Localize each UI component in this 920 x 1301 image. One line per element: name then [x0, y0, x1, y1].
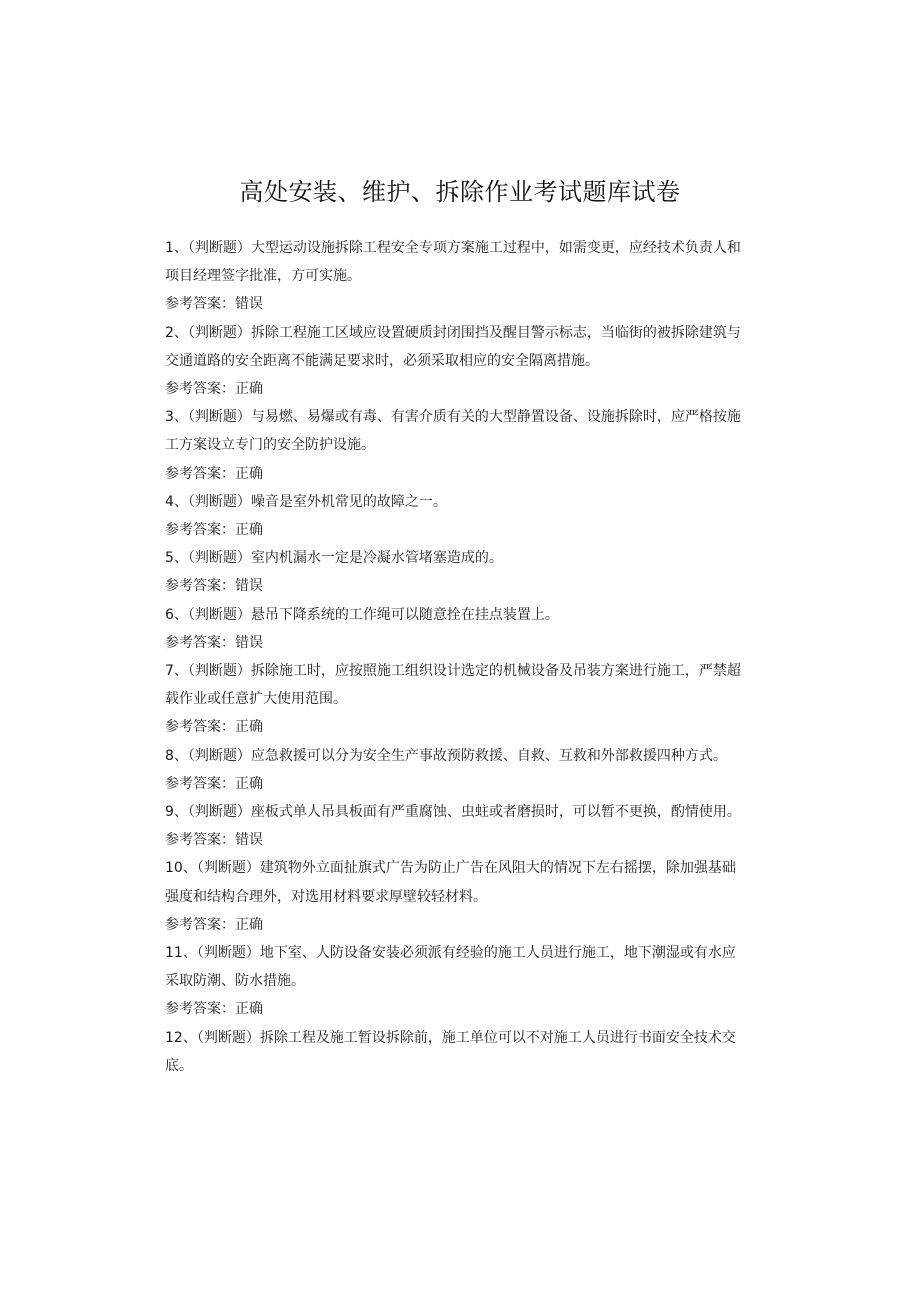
question-type: （判断题）: [187, 747, 251, 764]
question-number: 1、: [165, 240, 188, 256]
answer-label: 参考答案：: [165, 719, 235, 736]
question-item: [165, 601, 745, 657]
answer-value: 正确: [235, 522, 263, 539]
question-body: 室内机漏水一定是冷凝水管堵塞造成的。: [250, 550, 503, 567]
question-item: [165, 657, 745, 742]
question-type: （判断题）: [187, 409, 251, 426]
question-number: 12、: [165, 1029, 197, 1046]
question-item: [165, 742, 745, 798]
question-text: [165, 742, 745, 770]
question-body: 座板式单人吊具板面有严重腐蚀、虫蛀或者磨损时，可以暂不更换，酌情使用。: [250, 804, 741, 821]
question-number: 5、: [165, 550, 188, 567]
answer-label: 参考答案：: [165, 1001, 235, 1018]
answer-label: 参考答案：: [165, 296, 235, 313]
question-number: 9、: [165, 804, 188, 821]
answer-line: [165, 770, 745, 798]
question-number: 8、: [165, 747, 188, 764]
answer-value: 正确: [235, 381, 263, 398]
answer-label: 参考答案：: [165, 578, 235, 595]
question-type: （判断题）: [187, 493, 251, 510]
question-type: （判断题）: [187, 324, 251, 341]
question-item: [165, 939, 745, 1024]
answer-line: [165, 460, 745, 488]
question-item: [165, 854, 745, 939]
question-item: [165, 403, 745, 488]
answer-value: 正确: [235, 719, 263, 736]
answer-line: [165, 629, 745, 657]
question-text: [165, 488, 745, 516]
question-item: [165, 1024, 745, 1080]
question-body: 拆除施工时，应按照施工组织设计选定的机械设备及吊装方案进行施工，严禁超载作业或任意扩大使用范围。: [165, 663, 741, 708]
question-text: [165, 601, 745, 629]
question-text: [165, 939, 745, 995]
page-title: 高处安装、维护、拆除作业考试题库试卷: [239, 178, 681, 206]
question-item: [165, 488, 745, 544]
question-number: 2、: [165, 324, 188, 341]
question-text: [165, 234, 745, 290]
question-item: [165, 544, 745, 600]
question-item: [165, 319, 745, 404]
question-body: 应急救援可以分为安全生产事故预防救援、自救、互救和外部救援四种方式。: [250, 747, 727, 764]
answer-label: 参考答案：: [165, 916, 235, 933]
question-text: [165, 403, 745, 459]
answer-value: 正确: [235, 916, 263, 933]
question-text: [165, 1024, 745, 1080]
answer-line: [165, 375, 745, 403]
question-number: 11、: [165, 945, 197, 962]
question-text: [165, 544, 745, 572]
question-list: [165, 234, 745, 1080]
answer-label: 参考答案：: [165, 832, 235, 849]
question-body: 与易燃、易爆或有毒、有害介质有关的大型静置设备、设施拆除时，应严格按施工方案设立专门的安全防护设施。: [165, 409, 741, 454]
answer-value: 正确: [235, 775, 263, 792]
question-type: （判断题）: [187, 606, 251, 623]
answer-value: 错误: [235, 578, 263, 595]
answer-value: 正确: [235, 465, 263, 482]
question-text: [165, 798, 745, 826]
answer-value: 正确: [235, 1001, 263, 1018]
question-type: （判断题）: [187, 240, 251, 256]
question-text: [165, 657, 745, 713]
answer-line: [165, 911, 745, 939]
question-type: （判断题）: [196, 1029, 260, 1046]
question-body: 建筑物外立面扯旗式广告为防止广告在风阻大的情况下左右摇摆，除加强基础强度和结构合理外，对选用材料要求厚壁较轻材料。: [165, 860, 736, 905]
question-type: （判断题）: [196, 860, 260, 877]
question-body: 噪音是室外机常见的故障之一。: [250, 493, 447, 510]
question-body: 悬吊下降系统的工作绳可以随意拴在挂点装置上。: [250, 606, 559, 623]
answer-label: 参考答案：: [165, 634, 235, 651]
question-text: [165, 854, 745, 910]
question-item: [165, 798, 745, 854]
answer-line: [165, 572, 745, 600]
answer-value: 错误: [235, 832, 263, 849]
answer-label: 参考答案：: [165, 522, 235, 539]
question-number: 10、: [165, 860, 197, 877]
question-text: [165, 319, 745, 375]
question-number: 3、: [165, 409, 188, 426]
answer-line: [165, 516, 745, 544]
answer-label: 参考答案：: [165, 775, 235, 792]
answer-line: [165, 826, 745, 854]
question-type: （判断题）: [196, 945, 260, 962]
answer-label: 参考答案：: [165, 465, 235, 482]
question-type: （判断题）: [187, 663, 251, 680]
answer-line: [165, 290, 745, 318]
answer-value: 错误: [235, 296, 263, 313]
answer-label: 参考答案：: [165, 381, 235, 398]
answer-line: [165, 713, 745, 741]
question-number: 7、: [165, 663, 188, 680]
question-body: 拆除工程施工区域应设置硬质封闭围挡及醒目警示标志，当临街的被拆除建筑与交通道路的安全距离不能满足要求时，必须采取相应的安全隔离措施。: [165, 324, 741, 369]
question-body: 地下室、人防设备安装必须派有经验的施工人员进行施工，地下潮湿或有水应采取防潮、防水措施。: [165, 945, 736, 990]
question-type: （判断题）: [187, 804, 251, 821]
question-body: 大型运动设施拆除工程安全专项方案施工过程中，如需变更，应经技术负责人和项目经理签字批准，方可实施。: [165, 240, 741, 285]
answer-value: 错误: [235, 634, 263, 651]
question-number: 6、: [165, 606, 188, 623]
question-type: （判断题）: [187, 550, 251, 567]
answer-line: [165, 995, 745, 1023]
question-number: 4、: [165, 493, 188, 510]
question-item: [165, 234, 745, 319]
question-body: 拆除工程及施工暂设拆除前，施工单位可以不对施工人员进行书面安全技术交底。: [165, 1029, 736, 1074]
